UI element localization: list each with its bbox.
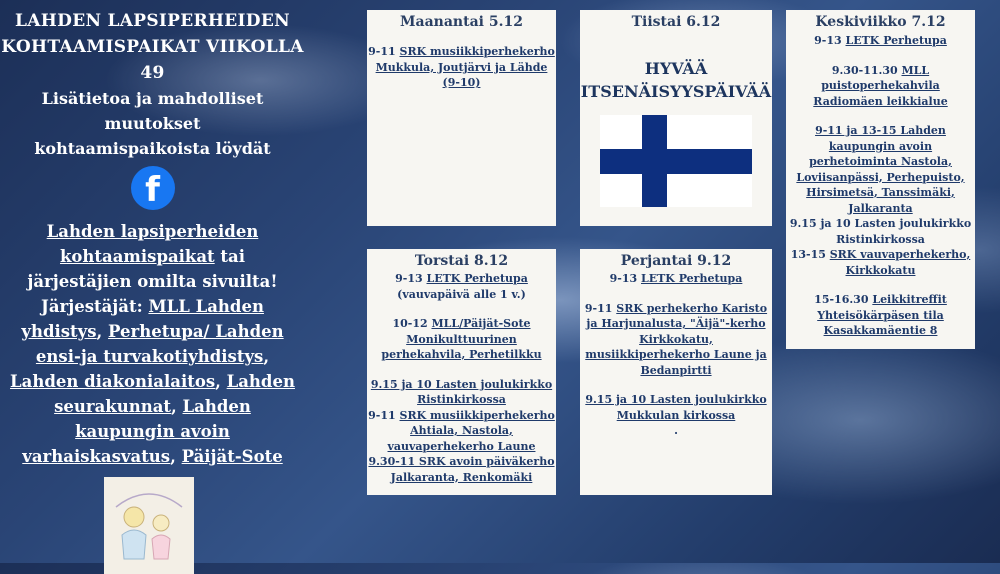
link-perhetupa[interactable]: Perhetupa/ Lahden ensi-ja turvakotiyhdistys — [35, 322, 284, 366]
separator: , — [96, 322, 103, 341]
facebook-icon[interactable] — [131, 166, 175, 210]
event-time: 9-11 — [368, 408, 400, 422]
event-time: 9-13 — [395, 272, 427, 285]
event-link[interactable]: LETK Perhetupa — [845, 34, 947, 47]
event-link[interactable]: MLL puistoperhekahvila Radiomäen leikkialue — [813, 63, 948, 108]
text-line: järjestäjien omilta sivuilta! — [27, 272, 278, 291]
sidebar — [0, 0, 305, 563]
event-item: . — [674, 424, 678, 437]
event-link[interactable]: LETK Perhetupa — [641, 272, 743, 285]
day-card-friday — [580, 249, 772, 495]
day-heading: Perjantai 9.12 — [620, 253, 732, 269]
holiday-greeting — [580, 57, 772, 103]
link-varhaiskasvatus[interactable]: Lahden kaupungin avoin varhaiskasvatus — [22, 397, 251, 466]
event-item — [580, 392, 772, 423]
link-mll-lahden-yhdistys[interactable]: MLL Lahden yhdistys — [21, 297, 264, 341]
organizers-label: Järjestäjät: — [41, 297, 149, 316]
day-card-monday — [367, 10, 556, 226]
event-link[interactable]: 9.15 ja 10 Lasten joulukirkko Ristinkirkossa — [370, 377, 553, 406]
link-kohtaamispaikat[interactable]: kohtaamispaikat — [59, 247, 215, 266]
event-link[interactable]: SRK musiikkiperhekerho Ahtiala, Nastola, vauvaperhekerho Laune — [387, 408, 555, 453]
info-text — [0, 86, 305, 161]
event-item — [786, 247, 975, 278]
event-link[interactable]: 9.15 ja 10 Lasten joulukirkko Mukkulan kirkossa — [585, 393, 767, 422]
organizers-text — [8, 219, 297, 469]
finnish-flag-icon — [600, 115, 752, 207]
link-lahden-lapsiperheiden[interactable]: Lahden lapsiperheiden — [46, 222, 259, 241]
event-link[interactable]: SRK musiikkiperhekerho Mukkula, Joutjärvi ja Lähde (9-10) — [375, 45, 555, 89]
event-time: 10-12 — [392, 317, 432, 330]
info-line: Lisätietoa ja mahdolliset — [41, 89, 264, 108]
event-time: 9-11 — [368, 45, 400, 58]
day-heading: Maanantai 5.12 — [400, 14, 523, 30]
event-link[interactable]: 9.30-11 SRK avoin päiväkerho Jalkaranta, Renkomäki — [368, 455, 555, 484]
separator: , — [170, 447, 176, 466]
event-item — [786, 63, 975, 110]
day-heading: Torstai 8.12 — [414, 253, 509, 269]
event-link[interactable]: SRK vauvaperhekerho, Kirkkokatu — [829, 248, 971, 277]
week-number: 49 — [140, 63, 165, 83]
event-item — [786, 292, 975, 339]
event-item — [367, 316, 556, 363]
info-line: kohtaamispaikoista löydät — [34, 139, 271, 158]
event-time: 9-13 — [609, 272, 641, 285]
link-lahden-seurakunnat[interactable]: Lahden seurakunnat — [54, 372, 295, 416]
separator: , — [215, 372, 221, 391]
day-heading: Keskiviikko 7.12 — [815, 14, 946, 30]
page-title — [0, 8, 305, 86]
event-time: 9-13 — [814, 34, 846, 47]
day-card-wednesday — [786, 10, 975, 349]
title-line: LAHDEN LAPSIPERHEIDEN — [15, 11, 290, 31]
event-note: (vauvapäivä alle 1 v.) — [397, 287, 526, 301]
family-network-logo — [104, 477, 194, 574]
text-fragment: tai — [214, 247, 246, 266]
day-card-thursday — [367, 249, 556, 495]
event-item — [580, 271, 772, 287]
facebook-glyph: f — [145, 170, 160, 210]
event-link[interactable]: 9-11 ja 13-15 Lahden kaupungin avoin perhetoiminta Nastola, Loviisanpässi, Perhepuisto, Hirsimetsä, Tanssimäki, Jalkaranta — [796, 124, 965, 215]
event-link[interactable]: SRK perhekerho Karisto ja Harjunalusta, "Äijä"-kerho Kirkkokatu, musiikkiperhekerho Laune ja Bedanpirtti — [585, 301, 768, 377]
event-item — [367, 377, 556, 408]
event-time: 13-15 — [790, 248, 830, 261]
event-time: 9-11 — [584, 301, 617, 315]
event-item: 9.15 ja 10 Lasten joulukirkko Ristinkirkossa — [789, 217, 972, 246]
event-item — [786, 33, 975, 49]
event-item — [367, 408, 556, 455]
event-link[interactable]: Leikkitreffit Yhteisökärpäsen tila Kasakkamäentie 8 — [817, 293, 947, 337]
event-link[interactable]: LETK Perhetupa — [426, 272, 528, 285]
event-item — [786, 123, 975, 216]
holiday-line: ITSENÄISYYSPÄIVÄÄ — [580, 82, 772, 101]
separator: , — [263, 347, 270, 366]
separator: , — [171, 397, 177, 416]
title-line: KOHTAAMISPAIKAT VIIKOLLA — [1, 37, 304, 57]
day-heading: Tiistai 6.12 — [631, 14, 721, 30]
info-line: muutokset — [104, 114, 201, 133]
holiday-line: HYVÄÄ — [644, 59, 708, 78]
event-item — [367, 454, 556, 485]
event-item — [367, 271, 556, 287]
day-card-tuesday — [580, 10, 772, 226]
event-link[interactable]: MLL/Päijät-Sote Monikulttuurinen perhekahvila, Perhetilkku — [381, 317, 542, 361]
event-item — [367, 44, 556, 91]
event-time: 15-16.30 — [814, 293, 873, 306]
event-item — [580, 301, 772, 379]
link-paijat-sote[interactable]: Päijät-Sote — [181, 447, 283, 466]
event-time: 9.30-11.30 — [831, 63, 902, 77]
link-lahden-diakonialaitos[interactable]: Lahden diakonialaitos — [10, 372, 216, 391]
